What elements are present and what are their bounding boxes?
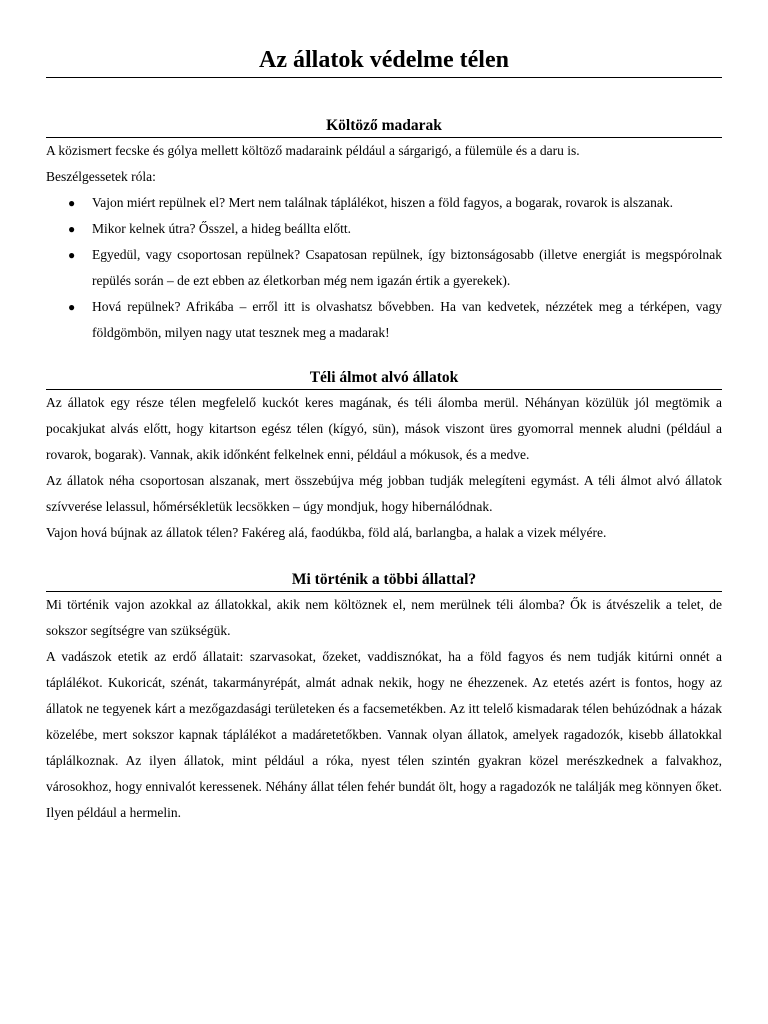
list-item	[46, 294, 722, 346]
bullet-icon: ●	[68, 222, 76, 236]
list-item-text: Hová repülnek? Afrikába – erről itt is olvashatsz bővebben. Ha van kedvetek, nézzétek meg a térképen, vagy földgömbön, milyen nagy utat tesznek meg a madarak!	[92, 299, 722, 340]
section2-paragraph-2: Az állatok néha csoportosan alszanak, mert összebújva még jobban tudják melegíteni egymást. A téli álmot alvó állatok szívverése lelassul, hőmérsékletük lecsökken – úgy mondjuk, hogy hibernálódnak.	[46, 473, 722, 514]
section2-paragraph-1: Az állatok egy része télen megfelelő kuckót keres magának, és téli álomba merül. Néhányan közülük jól megtömik a pocakjukat alvás előtt, hogy kitartson egész télen (kígyó, sün), mások viszont üres gyomorral mennek aludni (például a rovarok, bogarak). Vannak, akik időnként felkelnek enni, például a mókusok, és a medve.	[46, 395, 722, 462]
section-heading-other-animals: Mi történik a többi állattal?	[46, 570, 722, 592]
section1-prompt: Beszélgessetek róla:	[46, 169, 156, 184]
list-item	[46, 216, 722, 242]
document-title: Az állatok védelme télen	[46, 40, 722, 78]
section1-bullet-list	[46, 190, 722, 346]
list-item-text: Mikor kelnek útra? Ősszel, a hideg beállta előtt.	[92, 221, 352, 236]
bullet-icon: ●	[68, 196, 76, 210]
list-item-text: Vajon miért repülnek el? Mert nem találnak táplálékot, hiszen a föld fagyos, a bogarak, rovarok is alszanak.	[92, 195, 674, 210]
document-page	[46, 40, 722, 826]
list-item	[46, 190, 722, 216]
bullet-icon: ●	[68, 300, 76, 314]
section1-intro: A közismert fecske és gólya mellett költöző madaraink például a sárgarigó, a fülemüle és a daru is.	[46, 143, 580, 158]
section3-paragraph-2: A vadászok etetik az erdő állatait: szarvasokat, őzeket, vaddisznókat, ha a föld fagyos és nem tudják kitúrni onnét a táplálékot. Kukoricát, szénát, takarmányrépát, almát adnak nekik, hogy ne éhezzenek. Az etetés azért is fontos, hogy az állatok ne tegyenek kárt a mezőgazdasági területeken és a facsemetékben. Az itt telelő kismadarak télen behúzódnak a házak közelébe, mert sokszor kapnak táplálékot a madáretetőkben. Vannak olyan állatok, amelyek ragadozók, kisebb állatokkal táplálkoznak. Az ilyen állatok, mint például a róka, nyest télen szintén gyakran közel merészkednek a falvakhoz, városokhoz, hogy ennivalót keressenek. Néhány állat télen fehér bundát ölt, hogy a ragadozók ne találják meg könnyen őket. Ilyen például a hermelin.	[46, 649, 722, 820]
bullet-icon: ●	[68, 248, 76, 262]
section-heading-migrating-birds: Költöző madarak	[46, 116, 722, 138]
section-heading-hibernating-animals: Téli álmot alvó állatok	[46, 368, 722, 390]
list-item	[46, 242, 722, 294]
list-item-text: Egyedül, vagy csoportosan repülnek? Csapatosan repülnek, így biztonságosabb (illetve energiát is megspórolnak repülés során – de ezt ebben az életkorban még nem igazán értik a gyerekek).	[92, 247, 722, 288]
section2-paragraph-3: Vajon hová bújnak az állatok télen? Fakéreg alá, faodúkba, föld alá, barlangba, a halak a vizek mélyére.	[46, 525, 607, 540]
section3-paragraph-1: Mi történik vajon azokkal az állatokkal, akik nem költöznek el, nem merülnek téli álomba? Ők is átvészelik a telet, de sokszor segítségre van szükségük.	[46, 597, 722, 638]
